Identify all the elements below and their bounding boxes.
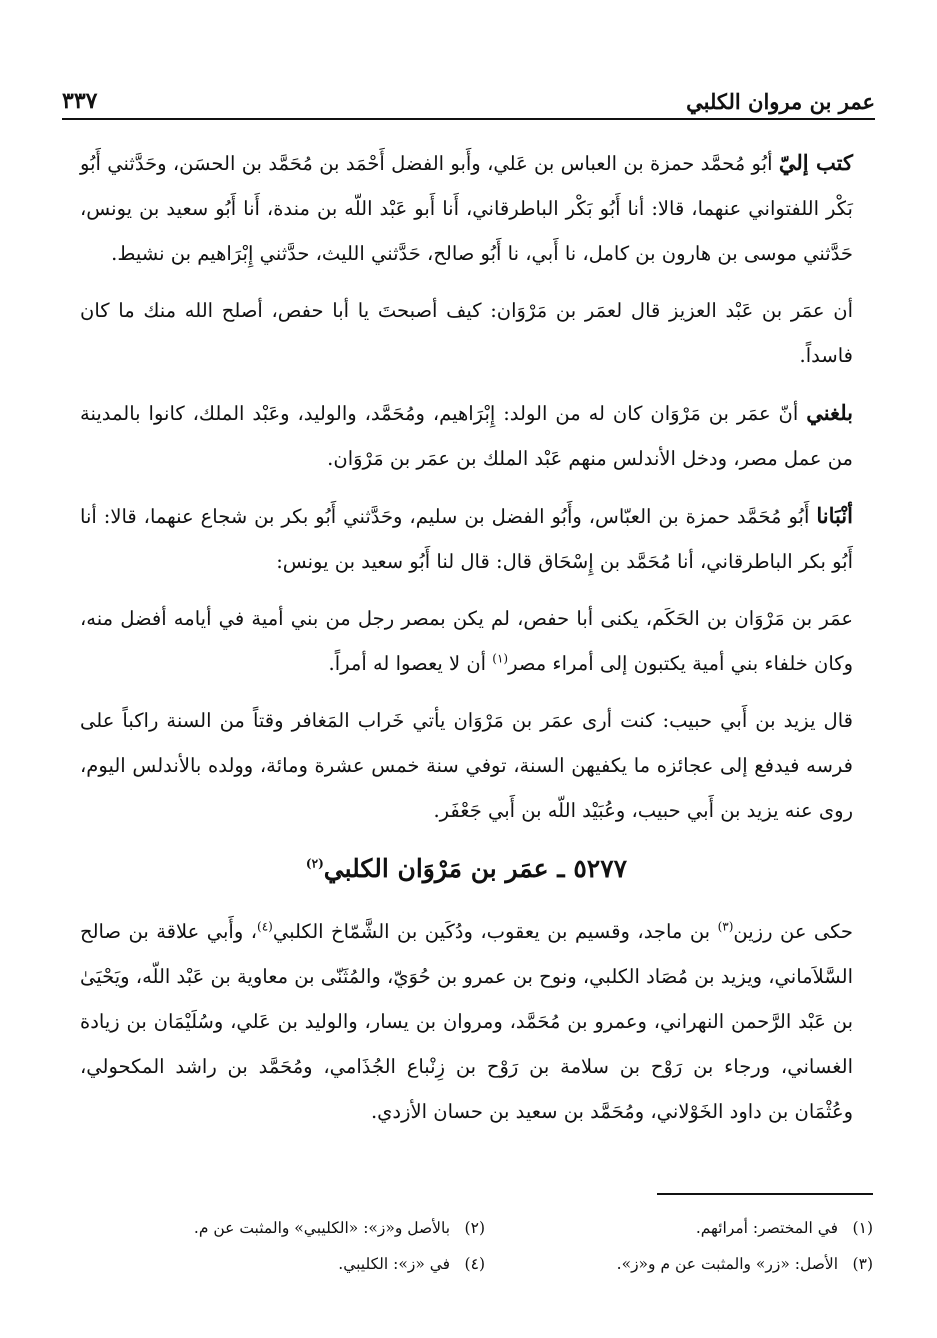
paragraph-4-lead: أنْبَانا [816, 503, 853, 528]
footnote-2 [150, 1210, 485, 1246]
footnote-2-text: بالأصل و«ز»: «الكليبي» والمثبت عن م. [193, 1219, 451, 1237]
paragraph-7-text-b: بن ماجد، وقسيم بن يعقوب، ودُكَين بن الشَّمّاخ الكلبي [272, 920, 718, 943]
paragraph-3-text: أنّ عمَر بن مَرْوَان كان له من الولد: إِبْرَاهيم، ومُحَمَّد، والوليد، وعَبْد الملك، كانوا بالمدينة من عمل مصر، ودخل الأندلس منهم عَبْد الملك بن عمَر بن مَرْوَان. [80, 402, 853, 470]
paragraph-2: أن عمَر بن عَبْد العزيز قال لعمَر بن مَرْوَان: كيف أصبحتَ يا أبا حفص، أصلح الله منك ما كان فاسداً. [80, 299, 853, 367]
footnote-2-number: (٢) [464, 1219, 485, 1237]
entry-heading-text: ٥٢٧٧ ـ عمَر بن مَرْوَان الكلبي [323, 854, 628, 883]
footnote-1 [538, 1210, 873, 1246]
paragraph-1 [80, 140, 853, 276]
footnote-1-number: (١) [852, 1219, 873, 1237]
footnote-4-text: في «ز»: الكليبي. [338, 1255, 451, 1273]
header-rule [62, 118, 875, 120]
footnote-3 [538, 1246, 873, 1282]
footnote-4 [150, 1246, 485, 1282]
footnote-ref-2: (٢) [305, 856, 324, 871]
footnote-rule [657, 1193, 873, 1195]
footnote-ref-4: (٤) [257, 919, 273, 934]
footnote-row [150, 1210, 873, 1246]
entry-heading [80, 845, 853, 893]
footnote-4-number: (٤) [464, 1255, 485, 1273]
footnote-ref-1: (١) [492, 651, 509, 666]
footnote-ref-3: (٣) [717, 919, 734, 934]
paragraph-7-text-c: ، وأَبي علاقة بن صالح السَّلاَماني، ويزيد بن مُصَاد الكلبي، ونوح بن عمرو بن حُوَيّ، والمُثَنّى بن معاوية بن عَبْد اللّه، ويَحْيَىٰ بن عَبْد الرَّحمن النهراني، وعمرو بن مُحَمَّد، ومروان بن يسار، والوليد بن عَلي، وسُلَيْمَان بن زيادة الغساني، ورجاء بن رَوْح بن سلامة بن رَوْح بن زِنْباع الجُذَامي، ومُحَمَّد بن راشد المكحولي، وعُثْمَان بن داود الخَوْلاني، ومُحَمَّد بن سعيد بن حسان الأزدي. [80, 920, 853, 1123]
paragraph-4 [80, 493, 853, 584]
paragraph-6: قال يزيد بن أَبي حبيب: كنت أرى عمَر بن مَرْوَان يأتي خَراب المَغافر وقتاً من السنة راكباً على فرسه فيدفع إلى عجائزه ما يكفيهن السنة، توفي سنة خمس عشرة ومائة، وولده بالأندلس اليوم، روى عنه يزيد بن أَبي حبيب، وعُبَيْد اللّه بن أَبي جَعْفَر. [80, 709, 853, 822]
paragraph-5-text-b: أن لا يعصوا له أمراً. [328, 652, 493, 675]
paragraph-7-text-a: حكى عن رزين [733, 920, 853, 943]
footnote-3-text: الأصل: «زر» والمثبت عن م و«ز». [616, 1255, 839, 1273]
paragraph-5 [80, 596, 853, 686]
footnote-row [150, 1246, 873, 1282]
paragraph-1-lead: كتب إليّ [778, 150, 853, 175]
footnotes [150, 1210, 873, 1282]
running-title: عمر بن مروان الكلبي [686, 89, 875, 114]
footnote-1-text: في المختصر: أمرائهم. [695, 1219, 839, 1237]
paragraph-5-text-a: عمَر بن مَرْوَان بن الحَكَم، يكنى أبا حفص، لم يكن بمصر رجل من بني أمية في أيامه أفضل منه، وكان خلفاء بني أمية يكتبون إلى أمراء مصر [80, 607, 853, 675]
page-number: ٣٣٧ [62, 88, 98, 114]
paragraph-1-text: أبُو مُحمَّد حمزة بن العباس بن عَلي، وأَبو الفضل أَحْمَد بن مُحَمَّد بن الحسَن، وحَدَّثني أَبُو بَكْر اللفتواني عنهما، قالا: أنا أَبُو بَكْر الباطرقاني، أَنا أَبو عَبْد اللّه بن مندة، أَنا أَبُو سعيد بن يونس، حَدَّثني موسى بن هارون بن كامل، نا أَبي، نا أَبُو صالح، حَدَّثني الليث، حدَّثني إِبْرَاهيم بن نشيط. [80, 152, 853, 265]
paragraph-3 [80, 390, 853, 481]
footnote-3-number: (٣) [852, 1255, 873, 1273]
main-text [80, 140, 853, 1146]
paragraph-4-text: أَبُو مُحَمَّد حمزة بن العبّاس، وأَبُو الفضل بن سليم، وحَدَّثني أَبُو بكر بن شجاع عنهما، قالا: أنا أَبُو بكر الباطرقاني، أنا مُحَمَّد بن إِسْحَاق قال: قال لنا أَبُو سعيد بن يونس: [80, 505, 853, 573]
running-header [62, 78, 875, 114]
paragraph-3-lead: بلغني [806, 400, 853, 425]
paragraph-7 [80, 909, 853, 1134]
